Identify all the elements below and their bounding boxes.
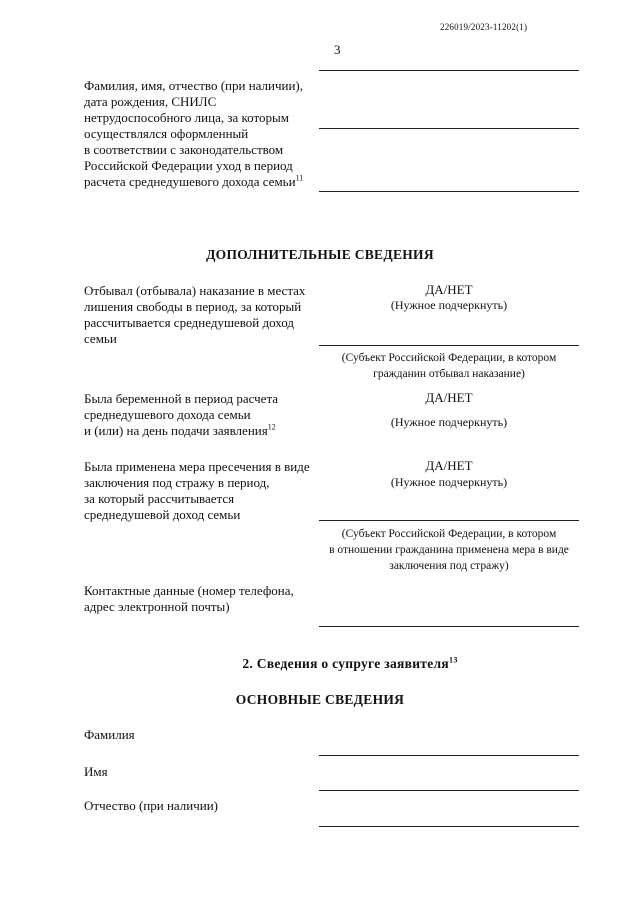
imprisonment-region-note: (Субъект Российской Федерации, в котором гражданин отбывал наказание) <box>341 352 557 380</box>
pregnancy-yes-no[interactable]: ДА/НЕТ <box>425 390 473 405</box>
name-label: Имя <box>84 764 108 779</box>
footnote-13: 13 <box>449 655 458 665</box>
main-info-heading: ОСНОВНЫЕ СВЕДЕНИЯ <box>235 692 405 707</box>
document-number: 226019/2023-11202(1) <box>440 22 528 32</box>
care-field-line-1[interactable] <box>319 70 579 71</box>
surname-line[interactable] <box>319 755 579 756</box>
footnote-11: 11 <box>295 173 304 183</box>
additional-info-heading: ДОПОЛНИТЕЛЬНЫЕ СВЕДЕНИЯ <box>206 247 434 262</box>
imprisonment-label: Отбывал (отбывала) наказание в местах лишения свободы в период, за который рассчитывается среднедушевой доход семьи <box>84 283 306 346</box>
pregnancy-label: Была беременной в период расчета среднедушевого дохода семьи и (или) на день подачи заявления$^{12}$ <box>84 391 279 438</box>
imprisonment-region-line[interactable] <box>319 345 579 346</box>
patronymic-line[interactable] <box>319 826 579 827</box>
page-number: 3 <box>334 42 341 57</box>
surname-label: Фамилия <box>84 727 135 742</box>
detention-hint: (Нужное подчеркнуть) <box>390 475 508 489</box>
imprisonment-hint: (Нужное подчеркнуть) <box>390 298 508 312</box>
footnote-12: 12 <box>267 422 276 432</box>
imprisonment-yes-no[interactable]: ДА/НЕТ <box>425 282 473 297</box>
detention-label: Была применена мера пресечения в виде заключения под стражу в период, за который рассчитывается среднедушевой доход семьи <box>84 459 310 522</box>
detention-region-line[interactable] <box>319 520 579 521</box>
pregnancy-hint: (Нужное подчеркнуть) <box>390 415 508 429</box>
contacts-line[interactable] <box>319 626 579 627</box>
care-field-line-3[interactable] <box>319 191 579 192</box>
contacts-label: Контактные данные (номер телефона, адрес электронной почты) <box>84 583 294 614</box>
name-line[interactable] <box>319 790 579 791</box>
care-person-label: Фамилия, имя, отчество (при наличии), дата рождения, СНИЛС нетрудоспособного лица, за которым осуществлялся оформленный в соответствии с законодательством Российской Федерации уход в период расчета среднедушевого дохода семьи$^{11}$ <box>84 78 304 189</box>
detention-yes-no[interactable]: ДА/НЕТ <box>425 458 473 473</box>
spouse-section-heading: 2. Сведения о супруге заявителя$^{13}$ <box>242 655 458 671</box>
detention-region-note: (Субъект Российской Федерации, в котором в отношении гражданина применена мера в виде заключения под стражу) <box>329 528 569 572</box>
patronymic-label: Отчество (при наличии) <box>84 798 219 813</box>
care-field-line-2[interactable] <box>319 128 579 129</box>
